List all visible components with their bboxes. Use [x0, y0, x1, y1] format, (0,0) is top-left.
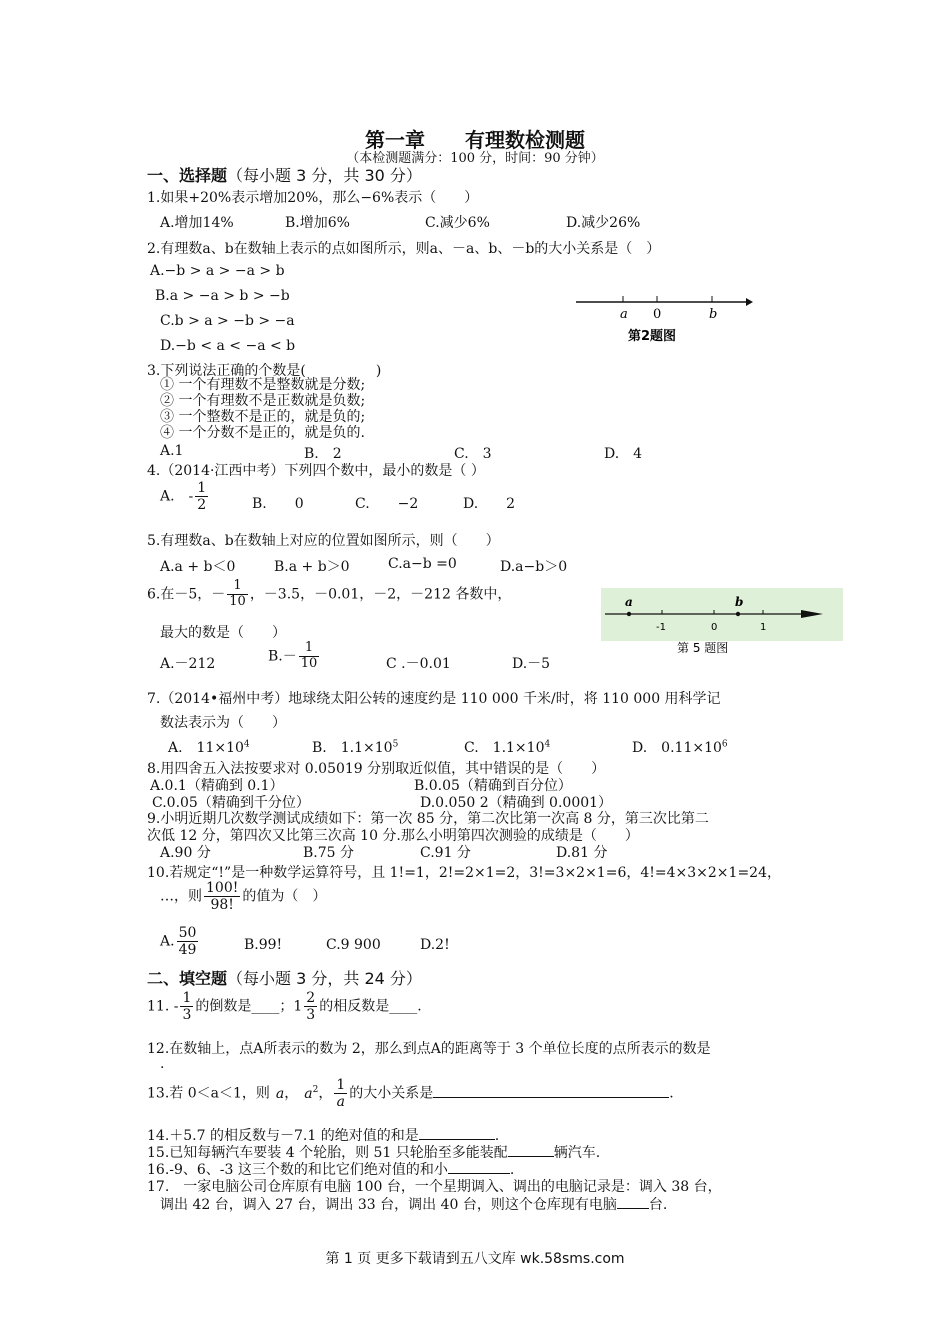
q10-stem-fraction	[204, 880, 240, 913]
section-1-title: 一、选择题	[147, 166, 228, 185]
q2-option-d: D.−b < a < −a < b	[160, 338, 296, 354]
q7-option-a-base: A. 11×10	[168, 740, 244, 756]
q11-middle: 的倒数是____；1	[195, 998, 303, 1015]
q5-option-c: C.a−b =0	[388, 556, 457, 572]
q10-option-b: B.99!	[244, 937, 283, 953]
q17-stem-line-2	[160, 1194, 667, 1214]
q13-exponent: 2	[312, 1084, 319, 1095]
q13-suffix: 的大小关系是	[349, 1085, 434, 1102]
q8-option-d: D.0.050 2（精确到 0.0001）	[420, 795, 613, 811]
q8-option-b: B.0.05（精确到百分位）	[414, 778, 572, 794]
q6-option-b-denominator: 10	[300, 655, 318, 671]
q6-stem-fraction	[227, 579, 248, 610]
q13-answer-blank[interactable]	[433, 1083, 669, 1098]
q17-stem-line-1: 17. 一家电脑公司仓库原有电脑 100 台，一个星期调入、调出的电脑记录是：调入 38 台，	[147, 1179, 722, 1195]
q4-option-c: C. −2	[355, 496, 419, 512]
q17-end: 台.	[648, 1197, 668, 1213]
q13-var-a: a	[275, 1085, 285, 1102]
q15-prefix: 15.已知每辆汽车要装 4 个轮胎，则 51 只轮胎至多能装配	[147, 1145, 508, 1161]
q3-statement-4: ④ 一个分数不是正的，就是负的.	[160, 425, 365, 441]
q5-number-line-figure	[601, 588, 843, 660]
q3-statements	[160, 377, 365, 441]
q2-option-c: C.b > a > −b > −a	[160, 313, 295, 329]
q8-stem: 8.用四舍五入法按要求对 0.05019 分别取近似值，其中错误的是（ ）	[147, 761, 606, 777]
q7-stem-line-2: 数法表示为（ ）	[160, 715, 286, 731]
q9-option-a: A.90 分	[160, 845, 211, 861]
q3-statement-2: ② 一个有理数不是正数就是负数;	[160, 393, 366, 409]
page-title: 第一章 有理数检测题	[365, 128, 585, 152]
q4-option-a-denominator: 2	[197, 497, 207, 514]
q7-option-b-base: B. 1.1×10	[312, 740, 393, 756]
q6-option-d: D.－5	[512, 656, 551, 672]
q2-label-zero: 0	[653, 307, 662, 322]
q6-option-b-prefix: B.－	[268, 648, 297, 665]
q9-option-d: D.81 分	[556, 845, 608, 861]
q5-option-b: B.a + b＞0	[274, 559, 350, 575]
q5-figure-caption: 第 5 题图	[677, 641, 729, 655]
q12-stem-line-2: .	[160, 1056, 165, 1072]
q3-statement-3: ③ 一个整数不是正的，就是负的;	[160, 409, 366, 425]
q11-fraction-1	[180, 990, 193, 1023]
q11-suffix: 的相反数是____.	[319, 998, 422, 1015]
section-1-note: （每小题 3 分，共 30 分）	[227, 166, 422, 185]
q10-stem-line-1: 10.若规定“!”是一种数学运算符号，且 1!=1，2!=2×1=2，3!=3×2×1=6，4!=4×3×2×1=24，	[147, 865, 781, 881]
q16-end: .	[509, 1162, 515, 1178]
q5-option-d: D.a−b＞0	[500, 559, 568, 575]
q7-option-c-base: C. 1.1×10	[464, 740, 545, 756]
q16-prefix: 16.-9、6、-3 这三个数的和比它们绝对值的和小	[147, 1162, 448, 1178]
section-2-heading	[147, 966, 422, 989]
q13-end: .	[669, 1085, 674, 1102]
q10-stem-numerator: 100!	[206, 880, 239, 896]
page-subtitle: （本检测题满分：100 分，时间：90 分钟）	[346, 151, 604, 166]
q13-fraction-denominator: a	[336, 1094, 345, 1111]
section-2-note: （每小题 3 分，共 24 分）	[227, 969, 422, 988]
q2-stem: 2.有理数a、b在数轴上表示的点如图所示，则a、－a、b、－b的大小关系是（ ）	[147, 241, 661, 257]
q8-option-a: A.0.1（精确到 0.1）	[150, 778, 284, 794]
q6-option-b-numerator: 1	[299, 641, 320, 657]
q17-line-2-text: 调出 42 台，调入 27 台，调出 33 台，调出 40 台，则这个仓库现有电脑	[160, 1197, 617, 1213]
q14-end: .	[494, 1128, 500, 1144]
q11-fraction-1-denominator: 3	[182, 1007, 192, 1024]
q5-label-b: b	[735, 595, 744, 609]
q6-stem-line-1	[147, 579, 511, 610]
q1-option-a: A.增加14%	[160, 215, 234, 231]
q4-stem: 4.（2014·江西中考）下列四个数中，最小的数是（ ）	[147, 463, 485, 479]
q7-option-a-exponent: 4	[243, 739, 250, 750]
q2-option-b: B.a > −a > b > −b	[155, 288, 290, 304]
q7-option-b-exponent: 5	[392, 739, 399, 750]
q9-option-c: C.91 分	[420, 845, 471, 861]
q4-option-b: B. 0	[252, 496, 304, 512]
q13-separator-1: ，	[284, 1085, 299, 1102]
q7-option-a	[168, 737, 250, 757]
q3-statement-1: ① 一个有理数不是整数就是分数;	[160, 377, 366, 393]
q1-option-c: C.减少6%	[425, 215, 490, 231]
q6-stem-numerator: 1	[227, 579, 248, 595]
q7-option-c-exponent: 4	[544, 739, 551, 750]
q13-var-a-squared: a	[304, 1085, 313, 1102]
q5-tick-label-minus-1: -1	[656, 622, 666, 633]
q10-option-a-denominator: 49	[178, 942, 197, 959]
q9-stem-line-2: 次低 12 分，第四次又比第三次高 10 分.那么小明第四次测验的成绩是（ ）	[147, 828, 639, 844]
section-2-title: 二、填空题	[147, 969, 228, 988]
q10-option-c: C.9 900	[326, 937, 381, 953]
q1-option-d: D.减少26%	[566, 215, 641, 231]
q5-label-a: a	[625, 595, 633, 609]
q1-stem: 1.如果+20%表示增加20%，那么−6%表示（ ）	[147, 190, 479, 206]
q10-stem-prefix: …，则	[160, 888, 202, 905]
q5-option-a: A.a + b＜0	[160, 559, 236, 575]
q10-option-a-fraction	[177, 925, 199, 958]
q7-option-c	[464, 737, 550, 757]
q10-option-a-numerator: 50	[178, 925, 197, 941]
q11-fraction-2	[304, 990, 317, 1023]
q7-option-d-base: D. 0.11×10	[632, 740, 722, 756]
q10-stem-line-2	[160, 880, 326, 913]
q7-option-d-exponent: 6	[721, 739, 728, 750]
q5-tick-label-1: 1	[760, 622, 767, 633]
q6-stem-prefix: 6.在－5，－	[147, 586, 226, 603]
q2-label-b: b	[709, 307, 718, 322]
q7-option-d	[632, 737, 728, 757]
q15-end: 辆汽车.	[553, 1145, 601, 1161]
q4-option-d: D. 2	[463, 496, 516, 512]
page-footer: 第 1 页 更多下载请到五八文库 wk.58sms.com	[325, 1251, 625, 1267]
q10-option-a	[160, 925, 200, 958]
q2-label-a: a	[620, 307, 628, 322]
q9-stem-line-1: 9.小明近期几次数学测试成绩如下：第一次 85 分，第二次比第一次高 8 分，第三次比第二	[147, 811, 709, 827]
q3-option-c: C. 3	[454, 446, 492, 462]
q11-fraction-2-numerator: 2	[306, 990, 316, 1006]
q2-axis-arrow	[746, 298, 753, 306]
q13-prefix: 13.若 0＜a＜1，则	[147, 1085, 270, 1102]
q4-option-a-fraction	[195, 480, 208, 513]
q6-stem-line-2: 最大的数是（ ）	[160, 625, 286, 641]
q11-fraction-1-numerator: 1	[182, 990, 192, 1006]
q10-option-a-prefix: A.	[160, 933, 175, 950]
q1-option-b: B.增加6%	[285, 215, 350, 231]
q6-option-c: C .－0.01	[386, 656, 451, 672]
q10-stem-denominator: 98!	[210, 897, 234, 914]
q6-option-b-fraction	[299, 641, 320, 672]
q13-stem	[147, 1077, 674, 1110]
q2-option-a: A.−b > a > −a > b	[150, 263, 285, 279]
q8-option-c: C.0.05（精确到千分位）	[152, 795, 310, 811]
q13-fraction	[334, 1077, 347, 1110]
q11-fraction-2-denominator: 3	[306, 1007, 316, 1024]
q5-tick-label-0: 0	[711, 622, 718, 633]
q17-answer-blank[interactable]	[617, 1194, 649, 1209]
q7-stem-line-1: 7.（2014•福州中考）地球绕太阳公转的速度约是 110 000 千米/时，将 110 000 用科学记	[147, 691, 721, 707]
q5-point-a	[627, 612, 631, 616]
q6-option-b	[268, 641, 321, 672]
q3-option-b: B. 2	[304, 446, 342, 462]
q10-option-d: D.2!	[420, 937, 450, 953]
q5-point-b	[736, 612, 740, 616]
q16-answer-blank[interactable]	[448, 1159, 510, 1174]
q5-stem: 5.有理数a、b在数轴上对应的位置如图所示，则（ ）	[147, 533, 500, 549]
q6-option-a: A.－212	[160, 656, 216, 672]
q6-stem-denominator: 10	[229, 593, 246, 609]
q7-option-b	[312, 737, 398, 757]
q2-number-line-figure	[570, 290, 755, 350]
q4-option-a-numerator: 1	[197, 480, 207, 496]
q2-figure-caption: 第2题图	[628, 329, 677, 344]
q12-stem-line-1: 12.在数轴上，点A所表示的数为 2，那么到点A的距离等于 3 个单位长度的点所表示的数是	[147, 1041, 711, 1057]
q14-answer-blank[interactable]	[419, 1125, 495, 1140]
q14-prefix: 14.＋5.7 的相反数与－7.1 的绝对值的和是	[147, 1128, 419, 1144]
q4-option-a-prefix: A. -	[160, 488, 194, 505]
q11-prefix: 11. -	[147, 998, 179, 1015]
q9-option-b: B.75 分	[303, 845, 355, 861]
q10-stem-suffix: 的值为（ ）	[242, 888, 327, 905]
q11-stem	[147, 990, 422, 1023]
q3-option-d: D. 4	[604, 446, 643, 462]
section-1-heading	[147, 163, 422, 186]
q3-option-a: A.1	[160, 443, 184, 459]
q3-stem: 3.下列说法正确的个数是( )	[147, 363, 382, 379]
q15-answer-blank[interactable]	[508, 1142, 554, 1157]
q6-stem-suffix: ，－3.5，－0.01，－2，－212 各数中，	[249, 586, 512, 603]
q4-option-a	[160, 480, 210, 513]
q13-fraction-numerator: 1	[336, 1077, 346, 1093]
q13-separator-2: ，	[318, 1085, 333, 1102]
